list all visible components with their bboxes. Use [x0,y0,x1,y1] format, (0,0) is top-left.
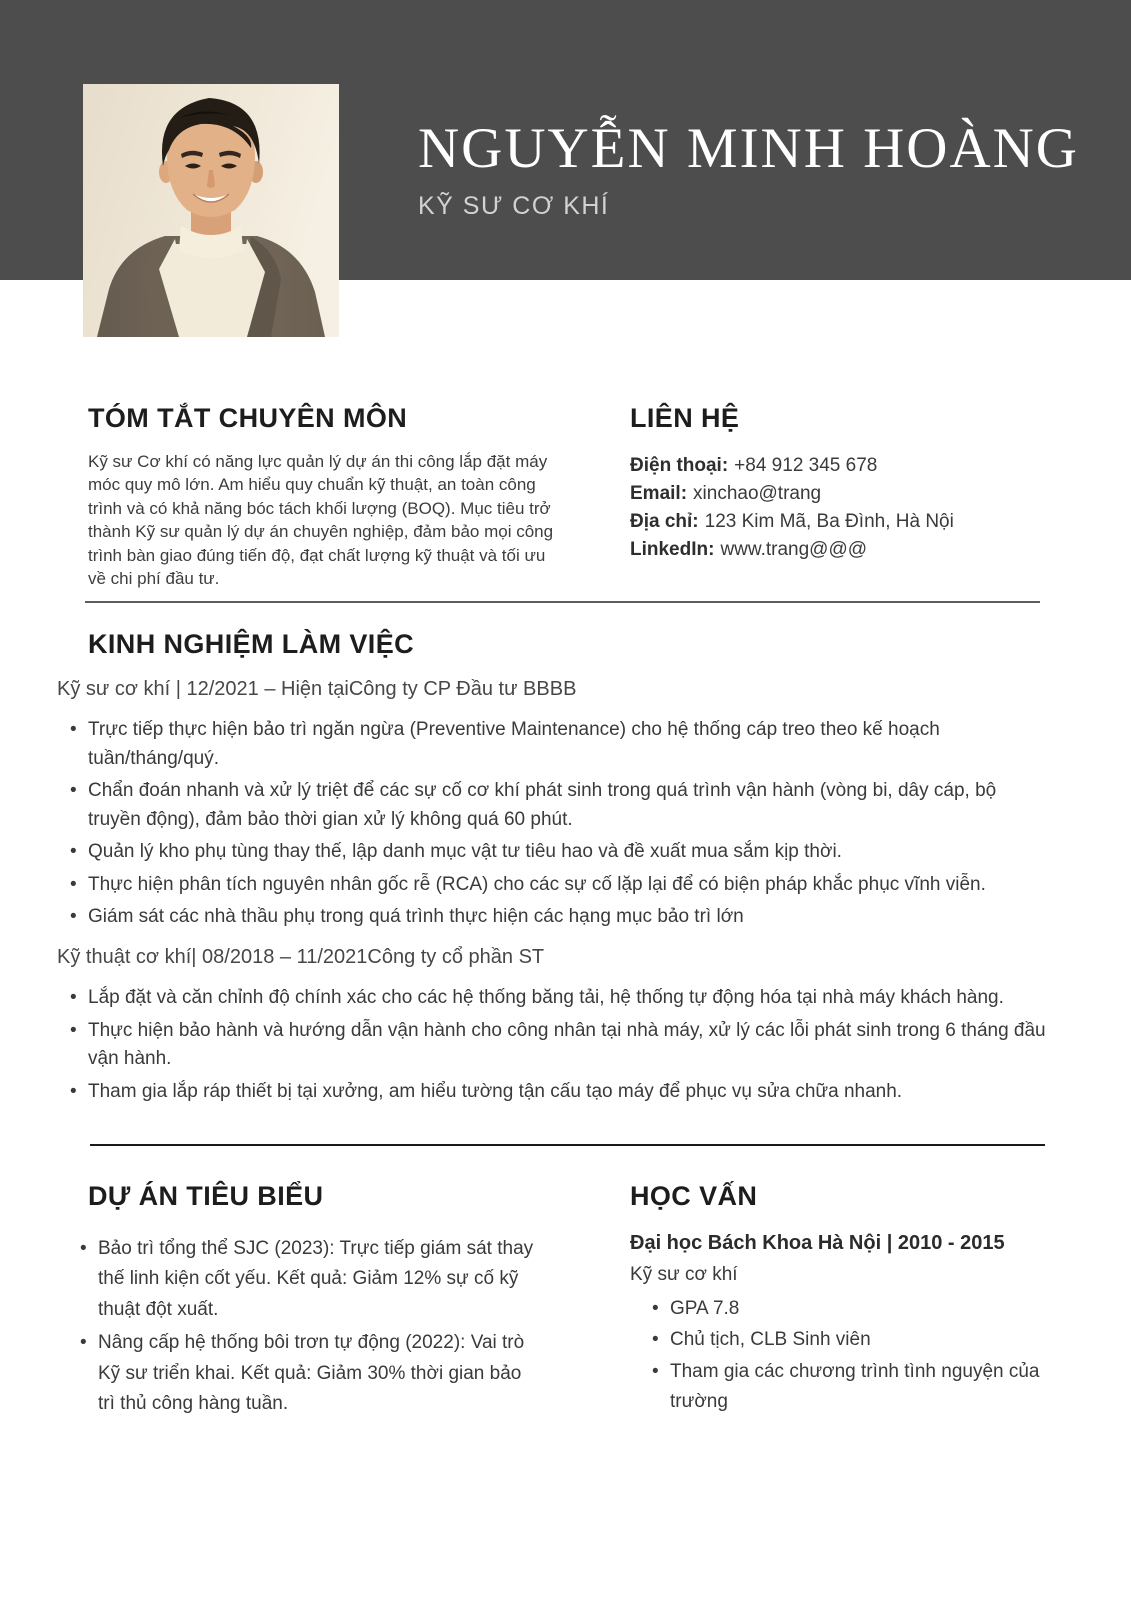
contact-email-label: Email: [630,482,688,504]
job2-bullet-list [64,984,1049,1110]
contact-section [630,404,1070,564]
divider-line-top [85,601,1040,603]
header-identity [418,116,1098,221]
projects-bullet-list [74,1234,543,1420]
education-bullet-list [646,1294,1070,1418]
summary-heading: TÓM TẮT CHUYÊN MÔN [88,403,408,433]
job1-bullet: • Chẩn đoán nhanh và xử lý triệt để các sự cố cơ khí phát sinh trong quá trình vận hành (vòng bi, dây cáp, bộ truyền động), đảm bảo thời gian xử lý không quá 60 phút. [64,777,1049,834]
project-bullet: • Bảo trì tổng thể SJC (2023): Trực tiếp giám sát thay thế linh kiện cốt yếu. Kết quả: Giảm 12% sự cố kỹ thuật đột xuất. [74,1234,543,1326]
person-name: NGUYỄN MINH HOÀNG [418,117,1079,180]
education-bullet: • GPA 7.8 [646,1294,1070,1325]
contact-phone-value: +84 912 345 678 [734,454,878,476]
projects-heading: DỰ ÁN TIÊU BIỂU [88,1181,324,1211]
summary-text: Kỹ sư Cơ khí có năng lực quản lý dự án thi công lắp đặt máy móc quy mô lớn. Am hiểu quy chuẩn kỹ thuật, an toàn công trình và có khả năng bóc tách khối lượng (BOQ). Mục tiêu trở thành Kỹ sư quản lý dự án chuyên nghiệp, đảm bảo mọi công trình bàn giao đúng tiến độ, đạt chất lượng kỹ thuật và tối ưu về chi phí đầu tư. [88,451,554,589]
job1-bullet: • Thực hiện phân tích nguyên nhân gốc rễ (RCA) cho các sự cố lặp lại để có biện pháp khắc phục vĩnh viễn. [64,871,1049,900]
education-bullet: • Tham gia các chương trình tình nguyện của trường [646,1357,1070,1418]
contact-address-value: 123 Kim Mã, Ba Đình, Hà Nội [704,510,954,532]
project-bullet: • Nâng cấp hệ thống bôi trơn tự động (2022): Vai trò Kỹ sư triển khai. Kết quả: Giảm 30% thời gian bảo trì thủ công hàng tuần. [74,1328,543,1420]
contact-linkedin [630,536,1070,564]
contact-address-label: Địa chỉ: [630,510,699,532]
job2-title-line: Kỹ thuật cơ khí| 08/2018 – 11/2021Công ty cổ phần ST [57,946,545,968]
contact-linkedin-label: LinkedIn: [630,538,715,560]
contact-list [630,452,1070,564]
contact-email [630,480,1070,508]
portrait-illustration [83,84,339,337]
contact-address [630,508,1070,536]
job1-bullet-list [64,716,1049,936]
summary-section [88,404,566,591]
education-degree: Kỹ sư cơ khí [630,1263,738,1285]
job2-bullet: • Thực hiện bảo hành và hướng dẫn vận hành cho công nhân tại nhà máy, xử lý các lỗi phát sinh trong 6 tháng đầu vận hành. [64,1017,1049,1074]
projects-section [88,1182,543,1423]
contact-phone [630,452,1070,480]
experience-heading: KINH NGHIỆM LÀM VIỆC [88,629,415,659]
person-job-title: KỸ SƯ CƠ KHÍ [418,191,610,220]
education-heading: HỌC VẤN [630,1181,758,1211]
education-bullet: • Chủ tịch, CLB Sinh viên [646,1325,1070,1356]
education-section [630,1182,1070,1419]
profile-photo [83,84,339,337]
contact-phone-label: Điện thoại: [630,454,729,476]
contact-email-value: xinchao@trang [693,482,822,504]
divider-line-bottom [90,1144,1045,1146]
education-school-line: Đại học Bách Khoa Hà Nội | 2010 - 2015 [630,1231,1005,1254]
job2-bullet: • Tham gia lắp ráp thiết bị tại xưởng, am hiểu tường tận cấu tạo máy để phục vụ sửa chữa nhanh. [64,1078,1049,1107]
job1-bullet: • Quản lý kho phụ tùng thay thế, lập danh mục vật tư tiêu hao và đề xuất mua sắm kịp thời. [64,838,1049,867]
job1-bullet: • Trực tiếp thực hiện bảo trì ngăn ngừa (Preventive Maintenance) cho hệ thống cáp treo theo kế hoạch tuần/tháng/quý. [64,716,1049,773]
contact-heading: LIÊN HỆ [630,403,740,433]
contact-linkedin-value: www.trang@@@ [720,538,868,560]
job2-bullet: • Lắp đặt và căn chỉnh độ chính xác cho các hệ thống băng tải, hệ thống tự động hóa tại nhà máy khách hàng. [64,984,1049,1013]
job1-title-line: Kỹ sư cơ khí | 12/2021 – Hiện tạiCông ty CP Đầu tư BBBB [57,678,577,700]
job1-bullet: • Giám sát các nhà thầu phụ trong quá trình thực hiện các hạng mục bảo trì lớn [64,903,1049,932]
